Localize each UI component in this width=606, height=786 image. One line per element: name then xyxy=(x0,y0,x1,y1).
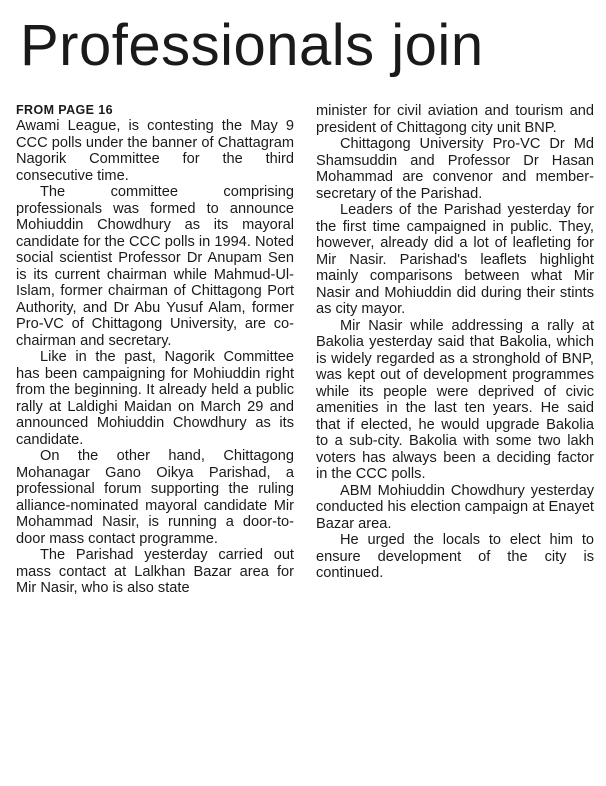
article-paragraph: ABM Mohiuddin Chowdhury yesterday conducted his election campaign at Enayet Bazar area. xyxy=(316,482,594,532)
article-paragraph: The committee comprising professionals was formed to announce Mohiuddin Chowdhury as its mayoral candidate for the CCC polls in 1994. Noted social scientist Professor Dr Anupam Sen is its current chairman while Mahmud-Ul-Islam, former chairman of Chittagong Port Authority, and Dr Abu Yusuf Alam, former Pro-VC of Chittagong University, are co-chairman and secretary. xyxy=(16,184,294,349)
article-paragraph: minister for civil aviation and tourism and president of Chittagong city unit BNP. xyxy=(316,103,594,136)
article-paragraph: On the other hand, Chittagong Mohanagar Gano Oikya Parishad, a professional forum supporting the ruling alliance-nominated mayoral candidate Mir Mohammad Nasir, is running a door-to-door mass contact programme. xyxy=(16,448,294,547)
article-paragraph: Like in the past, Nagorik Committee has been campaigning for Mohiuddin right from the beginning. It already held a public rally at Laldighi Maidan on March 29 and announced Mohiuddin Chowdhury as its candidate. xyxy=(16,349,294,448)
article-paragraph: Awami League, is contesting the May 9 CCC polls under the banner of Chattagram Nagorik Committee for the third consecutive time. xyxy=(16,118,294,184)
article-paragraph: The Parishad yesterday carried out mass contact at Lalkhan Bazar area for Mir Nasir, who is also state xyxy=(16,547,294,596)
article-paragraph: He urged the locals to elect him to ensure development of the city is continued. xyxy=(316,532,594,581)
article-column-left xyxy=(16,103,294,597)
article-paragraph: Leaders of the Parishad yesterday for the first time campaigned in public. They, however, already did a lot of leafleting for Mir Nasir. Parishad's leaflets highlight mainly comparisons between what Mir Nasir and Mohiuddin did during their stints as city mayor. xyxy=(316,202,594,317)
headline: Professionals join xyxy=(20,13,484,78)
continuation-kicker: FROM PAGE 16 xyxy=(16,103,113,117)
article-column-right xyxy=(316,103,594,582)
article-paragraph: Mir Nasir while addressing a rally at Bakolia yesterday said that Bakolia, which is widely regarded as a stronghold of BNP, was kept out of development programmes while its people were deprived of civic amenities in the last ten years. He said that if elected, he would upgrade Bakolia to a sub-city. Bakolia with some two lakh voters has always been a deciding factor in the CCC polls. xyxy=(316,317,594,482)
article-paragraph: Chittagong University Pro-VC Dr Md Shamsuddin and Professor Dr Hasan Mohammad are convenor and member-secretary of the Parishad. xyxy=(316,136,594,202)
